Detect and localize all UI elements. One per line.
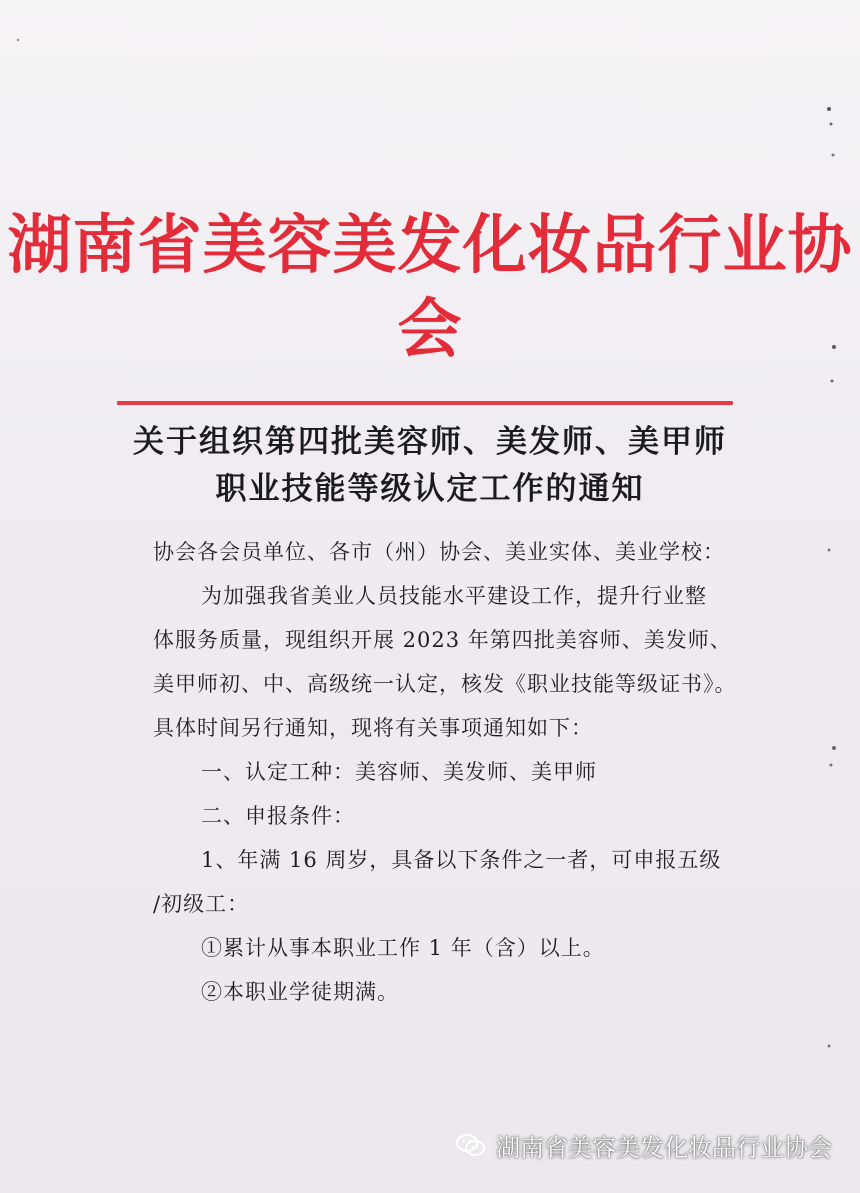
section-heading-2: 二、申报条件： (201, 804, 355, 828)
salutation: 协会各会员单位、各市（州）协会、美业实体、美业学校： (153, 540, 725, 564)
document-title-line-2: 职业技能等级认定工作的通知 (215, 471, 645, 507)
letterhead-red-rule (117, 401, 733, 405)
body-line: 美甲师初、中、高级统一认定，核发《职业技能等级证书》。 (153, 672, 737, 696)
list-item: ②本职业学徒期满。 (201, 980, 399, 1004)
watermark-text: 湖南省美容美发化妆品行业协会 (496, 1134, 832, 1162)
body-line: 体服务质量，现组织开展 2023 年第四批美容师、美发师、 (153, 628, 732, 652)
body-line: 为加强我省美业人员技能水平建设工作，提升行业整 (201, 584, 707, 608)
body-line: 1、年满 16 周岁，具备以下条件之一者，可申报五级 (201, 848, 722, 872)
list-item: ①累计从事本职业工作 1 年（含）以上。 (201, 936, 605, 960)
wechat-watermark (456, 1128, 832, 1163)
section-heading-1: 一、认定工种：美容师、美发师、美甲师 (201, 760, 597, 784)
wechat-icon (456, 1133, 486, 1159)
document-title-line-1: 关于组织第四批美容师、美发师、美甲师 (133, 424, 727, 460)
letterhead-org-name: 湖南省美容美发化妆品行业协会 (7, 208, 853, 367)
body-line: /初级工： (153, 892, 250, 916)
body-line: 具体时间另行通知，现将有关事项通知如下： (153, 716, 593, 740)
